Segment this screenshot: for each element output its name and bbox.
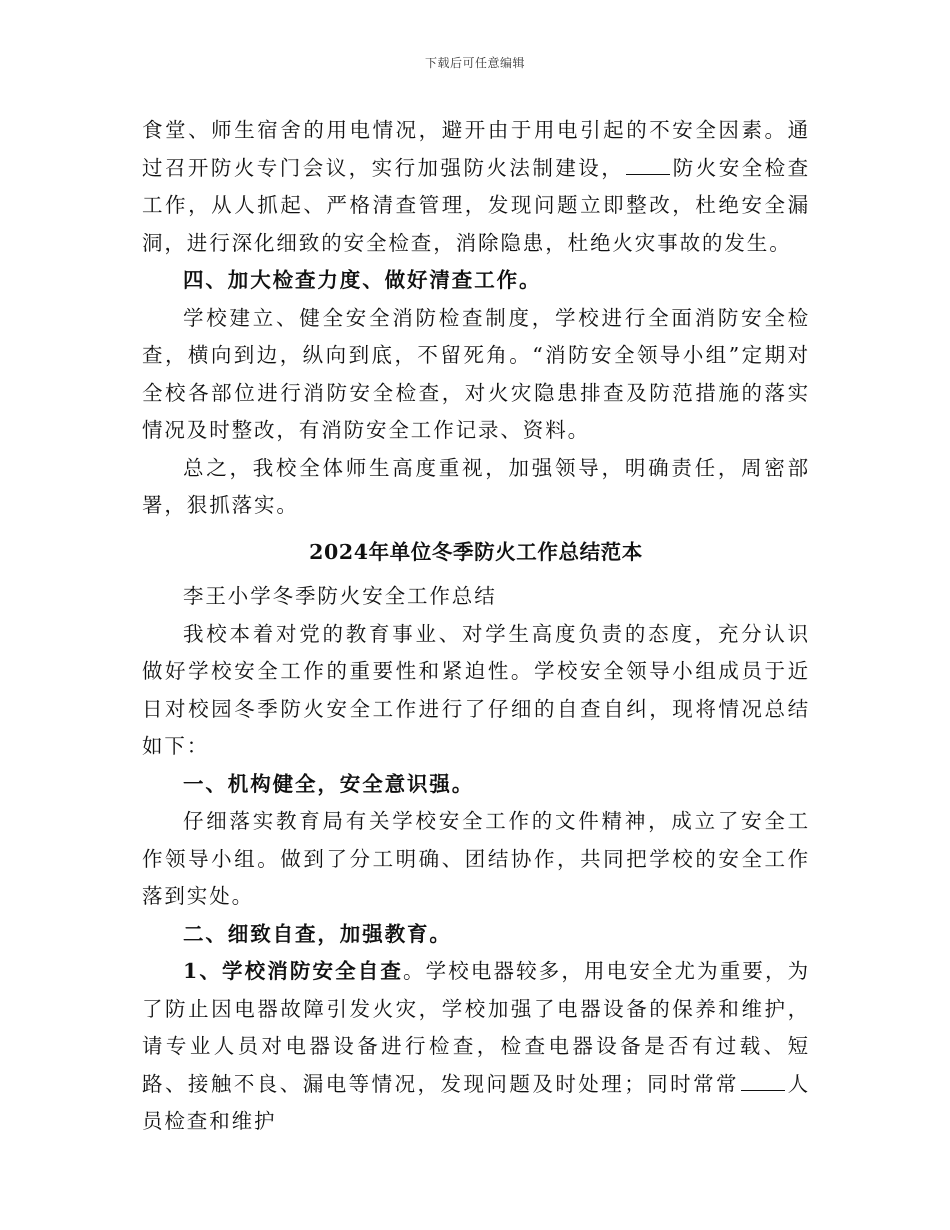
- paragraph-text: 防火安全检查工作，从人抓起、严格清查管理，发现问题立即整改，杜绝安全漏洞，进行深化细致的安全检查，消除隐患，杜绝火灾事故的发生。: [142, 155, 810, 255]
- paragraph-text: 食堂、师生宿舍的用电情况，避开由于用电引起的不安全因素。通过召开防火专门会议，实行加强防火法制建设，: [142, 118, 810, 180]
- section-heading-1: 一、机构健全，安全意识强。: [183, 771, 475, 796]
- paragraph-intro: 我校本着对党的教育事业、对学生高度负责的态度，充分认识做好学校安全工作的重要性和紧迫性。学校安全领导小组成员于近日对校园冬季防火安全工作进行了仔细的自查自纠，现将情况总结如下：: [142, 621, 810, 758]
- document-title: 2024年单位冬季防火工作总结范本: [309, 539, 643, 564]
- page-header-note: 下载后可任意编辑: [424, 56, 525, 70]
- paragraph-organization: 仔细落实教育局有关学校安全工作的文件精神，成立了安全工作领导小组。做到了分工明确、团结协作，共同把学校的安全工作落到实处。: [142, 809, 810, 908]
- paragraph-continued: [142, 112, 810, 262]
- fill-in-blank: [741, 1072, 785, 1091]
- paragraph-inspection: 学校建立、健全安全消防检查制度，学校进行全面消防安全检查，横向到边，纵向到底，不留死角。“消防安全领导小组”定期对全校各部位进行消防安全检查，对火灾隐患排查及防范措施的落实情况及时整改，有消防安全工作记录、资料。: [142, 305, 810, 442]
- document-subtitle: 李王小学冬季防火安全工作总结: [183, 584, 497, 608]
- item-heading: 1、学校消防安全自查: [183, 959, 403, 983]
- section-heading-4: 四、加大检查力度、做好清查工作。: [183, 268, 542, 292]
- paragraph-conclusion: 总之，我校全体师生高度重视，加强领导，明确责任，周密部署，狠抓落实。: [142, 455, 810, 517]
- section-heading-2: 二、细致自查，加强教育。: [183, 921, 452, 946]
- paragraph-text: 。学校电器较多，用电安全尤为重要，为了防止因电器故障引发火灾，学校加强了电器设备的保养和维护，请专业人员对电器设备进行检查，检查电器设备是否有过载、短路、接触不良、漏电等情况，发现问题及时处理；同时常常: [142, 959, 810, 1096]
- paragraph-self-check: [142, 953, 810, 1141]
- document-body: [142, 112, 810, 1141]
- paragraph-text: 人员检查和维护: [142, 1071, 810, 1133]
- fill-in-blank: [626, 156, 670, 175]
